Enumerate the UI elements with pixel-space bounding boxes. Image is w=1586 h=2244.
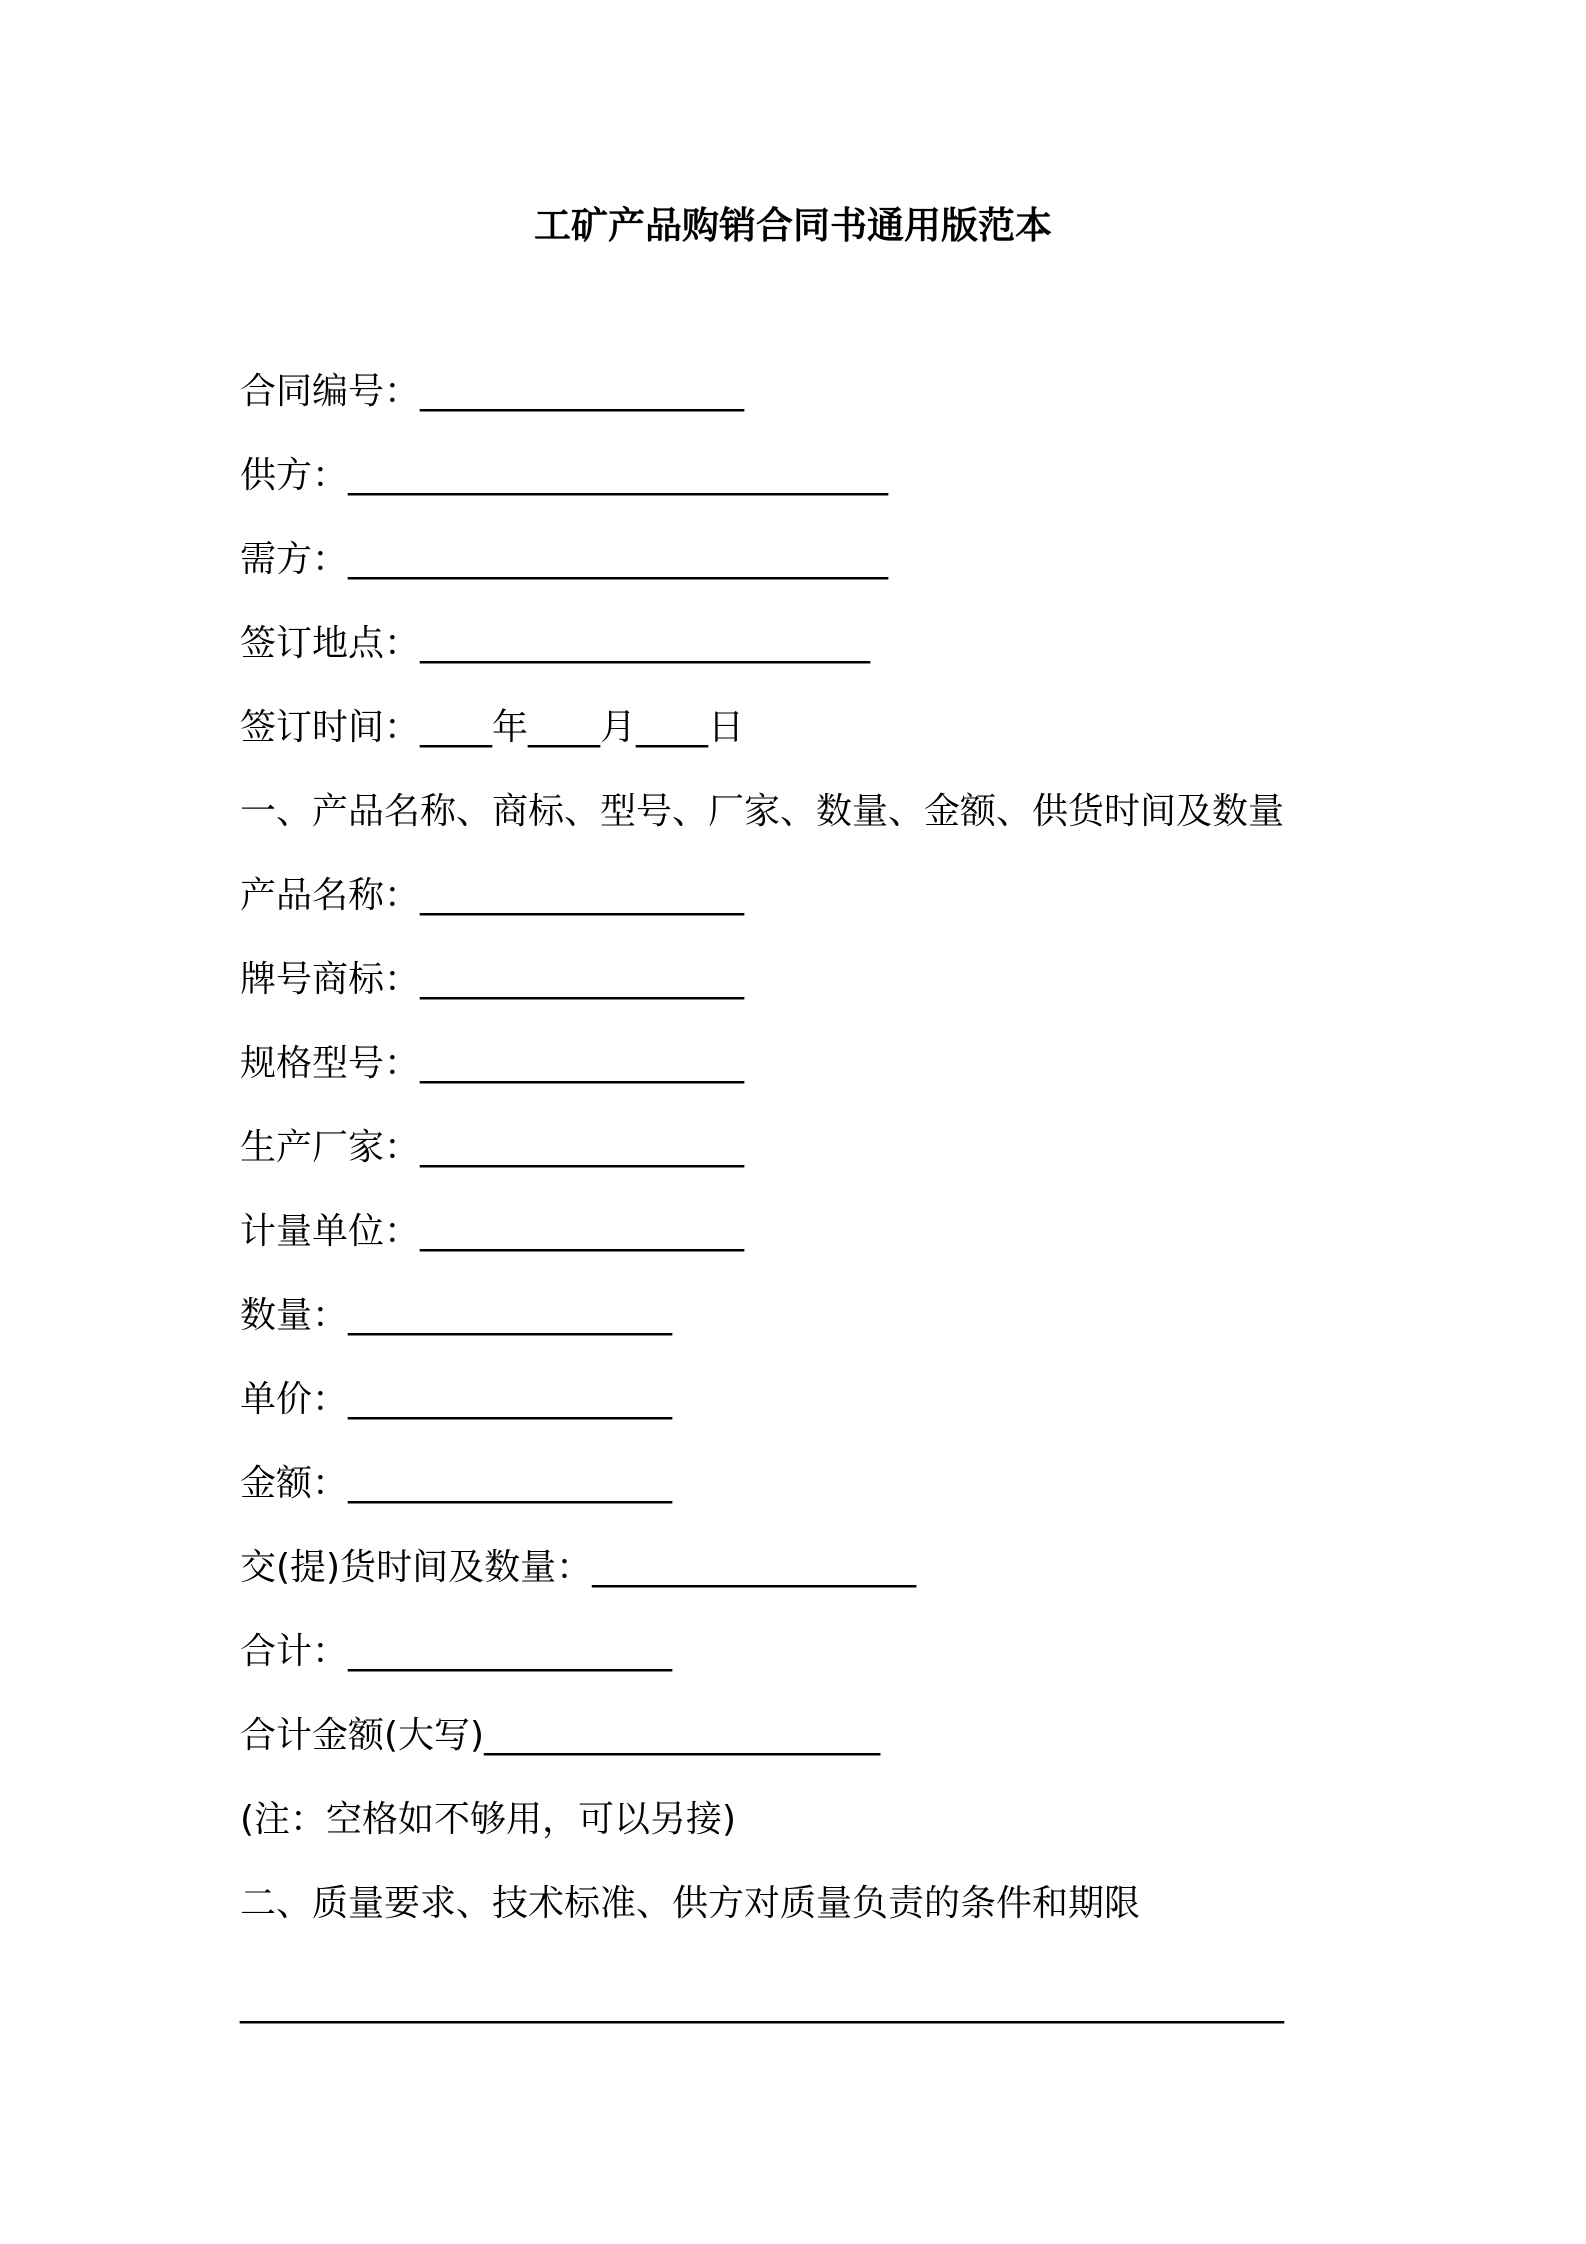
amount-line	[240, 1459, 672, 1509]
fill-blank: __________________________________________________________	[240, 1983, 1284, 2024]
field-label: 牌号商标：	[240, 959, 421, 1000]
total-amount-words-line	[240, 1711, 880, 1761]
field-label: 产品名称：	[240, 875, 421, 916]
signing-date-line	[240, 703, 744, 753]
spec-model-line	[240, 1039, 744, 1089]
field-label: 签订地点：	[240, 623, 421, 664]
field-label: 合同编号：	[240, 371, 421, 412]
field-label: 签订时间：	[240, 707, 421, 748]
fill-blank: __________________	[348, 1295, 673, 1336]
fill-blank: __________________	[348, 1379, 673, 1420]
buyer-line	[240, 535, 888, 585]
field-label: 数量：	[240, 1295, 349, 1336]
section-2-heading	[240, 1879, 1140, 1929]
fill-blank: ______________________	[484, 1715, 881, 1756]
fill-blank: __________________	[420, 1043, 745, 1084]
fill-blank: __________________	[420, 875, 745, 916]
date-blank: ____年____月____日	[420, 707, 745, 748]
fill-blank: __________________	[348, 1631, 673, 1672]
field-label: 合计金额(大写)	[240, 1715, 485, 1756]
quantity-line	[240, 1291, 672, 1341]
field-label: 供方：	[240, 455, 349, 496]
field-label: 交(提)货时间及数量：	[240, 1547, 593, 1588]
field-label: 合计：	[240, 1631, 349, 1672]
field-label: 计量单位：	[240, 1211, 421, 1252]
section-heading-text: 一、产品名称、商标、型号、厂家、数量、金额、供货时间及数量	[240, 791, 1285, 832]
note-line	[240, 1795, 736, 1845]
supplier-line	[240, 451, 888, 501]
section-1-heading	[240, 787, 1284, 837]
note-text: (注：空格如不够用，可以另接)	[240, 1799, 737, 1840]
fill-blank: __________________	[420, 959, 745, 1000]
field-label: 金额：	[240, 1463, 349, 1504]
contract-number-line	[240, 367, 744, 417]
fill-blank: ______________________________	[348, 455, 889, 496]
field-label: 单价：	[240, 1379, 349, 1420]
signing-place-line	[240, 619, 870, 669]
fill-blank: __________________	[420, 371, 745, 412]
fill-blank: __________________	[420, 1211, 745, 1252]
section-heading-text: 二、质量要求、技术标准、供方对质量负责的条件和期限	[240, 1883, 1141, 1924]
fill-blank: __________________	[420, 1127, 745, 1168]
fill-blank: __________________	[348, 1463, 673, 1504]
fill-blank: ______________________________	[348, 539, 889, 580]
delivery-time-line	[240, 1543, 916, 1593]
total-line	[240, 1627, 672, 1677]
field-label: 需方：	[240, 539, 349, 580]
unit-price-line	[240, 1375, 672, 1425]
manufacturer-line	[240, 1123, 744, 1173]
brand-trademark-line	[240, 955, 744, 1005]
fill-blank: __________________	[592, 1547, 917, 1588]
fill-blank: _________________________	[420, 623, 871, 664]
field-label: 规格型号：	[240, 1043, 421, 1084]
section-2-blank-line	[240, 1979, 1284, 2029]
field-label: 生产厂家：	[240, 1127, 421, 1168]
document-title: 工矿产品购销合同书通用版范本	[534, 204, 1052, 247]
product-name-line	[240, 871, 744, 921]
unit-line	[240, 1207, 744, 1257]
